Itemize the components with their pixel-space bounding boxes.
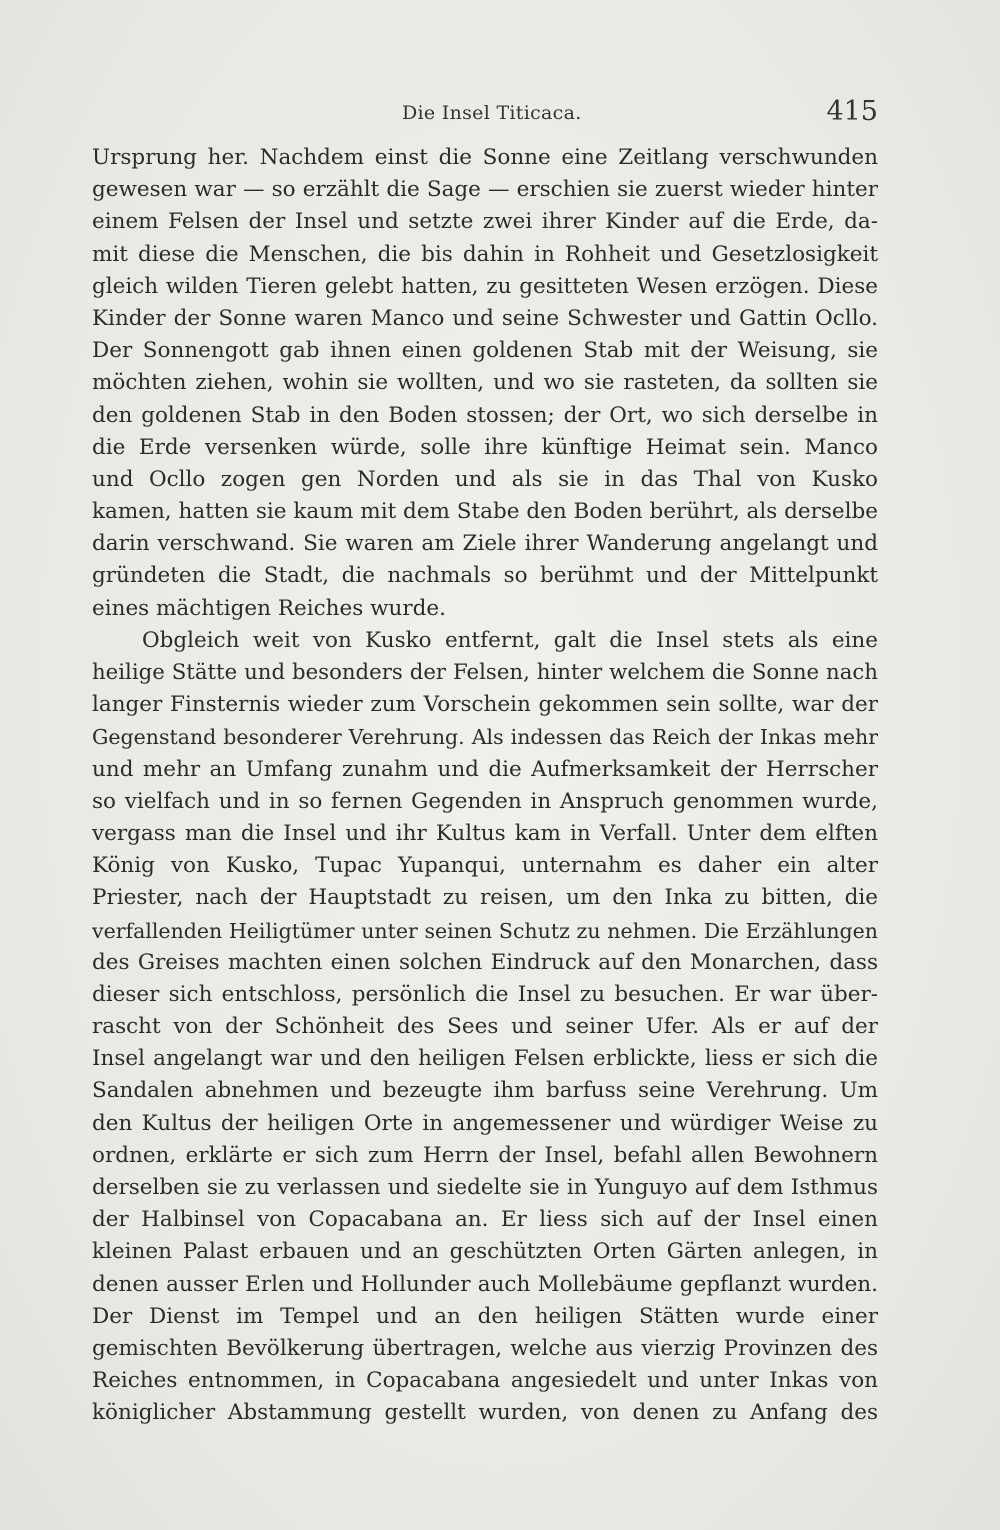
text-line: Gegenstand besonderer Verehrung. Als indessen das Reich der Inkas mehr — [92, 725, 878, 750]
text-line: und Ocllo zogen gen Norden und als sie in das Thal von Kusko — [92, 466, 878, 492]
text-line: den Kultus der heiligen Orte in angemessener und würdiger Weise zu — [92, 1110, 878, 1136]
text-line: dieser sich entschloss, persönlich die Insel zu besuchen. Er war über- — [92, 981, 878, 1007]
text-line: einem Felsen der Insel und setzte zwei ihrer Kinder auf die Erde, da- — [92, 209, 878, 235]
text-line: gemischten Bevölkerung übertragen, welche aus vierzig Provinzen des — [92, 1335, 878, 1361]
text-line: gleich wilden Tieren gelebt hatten, zu gesitteten Wesen erzögen. Diese — [92, 273, 878, 299]
text-line: darin verschwand. Sie waren am Ziele ihrer Wanderung angelangt und — [92, 531, 878, 557]
text-line: Ursprung her. Nachdem einst die Sonne eine Zeitlang verschwunden — [92, 145, 878, 170]
text-line: Insel angelangt war und den heiligen Felsen erblickte, liess er sich die — [92, 1046, 878, 1072]
text-line: verfallenden Heiligtümer unter seinen Schutz zu nehmen. Die Erzählungen — [92, 918, 878, 943]
text-line: denen ausser Erlen und Hollunder auch Mollebäume gepflanzt wurden. — [92, 1271, 878, 1297]
text-line: kleinen Palast erbauen und an geschützten Orten Gärten anlegen, in — [92, 1239, 878, 1265]
text-line: König von Kusko, Tupac Yupanqui, unternahm es daher ein alter — [92, 853, 878, 879]
text-line: königlicher Abstammung gestellt wurden, von denen zu Anfang des — [92, 1400, 878, 1426]
page-number: 415 — [826, 96, 878, 127]
text-line: den goldenen Stab in den Boden stossen; der Ort, wo sich derselbe in — [92, 402, 878, 428]
page-header — [92, 96, 878, 136]
text-line: derselben sie zu verlassen und siedelte sie in Yunguyo auf dem Isthmus — [92, 1175, 878, 1200]
text-line: Der Dienst im Tempel und an den heiligen Stätten wurde einer — [92, 1303, 878, 1329]
text-line: vergass man die Insel und ihr Kultus kam in Verfall. Unter dem elften — [92, 820, 878, 846]
text-line: Der Sonnengott gab ihnen einen goldenen Stab mit der Weisung, sie — [92, 338, 878, 364]
text-line: gewesen war — so erzählt die Sage — erschien sie zuerst wieder hinter — [92, 177, 878, 203]
running-head: Die Insel Titicaca. — [402, 102, 582, 124]
text-line: gründeten die Stadt, die nachmals so berühmt und der Mittelpunkt — [92, 563, 878, 589]
text-line: Obgleich weit von Kusko entfernt, galt die Insel stets als eine — [142, 627, 878, 653]
text-line: eines mächtigen Reiches wurde. — [92, 595, 446, 621]
text-line: der Halbinsel von Copacabana an. Er liess sich auf der Insel einen — [92, 1207, 878, 1233]
text-line: rascht von der Schönheit des Sees und seiner Ufer. Als er auf der — [92, 1014, 878, 1040]
text-line: Priester, nach der Hauptstadt zu reisen, um den Inka zu bitten, die — [92, 885, 878, 911]
text-line: Kinder der Sonne waren Manco und seine Schwester und Gattin Ocllo. — [92, 305, 878, 331]
text-line: heilige Stätte und besonders der Felsen, hinter welchem die Sonne nach — [92, 660, 878, 685]
text-line: so vielfach und in so fernen Gegenden in Anspruch genommen wurde, — [92, 788, 878, 814]
body-text — [92, 142, 878, 1430]
text-line: möchten ziehen, wohin sie wollten, und wo sie rasteten, da sollten sie — [92, 370, 878, 396]
text-line: kamen, hatten sie kaum mit dem Stabe den Boden berührt, als derselbe — [92, 499, 878, 525]
text-line: Reiches entnommen, in Copacabana angesiedelt und unter Inkas von — [92, 1368, 878, 1394]
text-line: langer Finsternis wieder zum Vorschein gekommen sein sollte, war der — [92, 692, 878, 718]
text-line: des Greises machten einen solchen Eindruck auf den Monarchen, dass — [92, 949, 878, 975]
text-line: und mehr an Umfang zunahm und die Aufmerksamkeit der Herrscher — [92, 756, 878, 782]
text-line: Sandalen abnehmen und bezeugte ihm barfuss seine Verehrung. Um — [92, 1078, 878, 1104]
text-line: die Erde versenken würde, solle ihre künftige Heimat sein. Manco — [92, 434, 878, 460]
text-line: ordnen, erklärte er sich zum Herrn der Insel, befahl allen Bewohnern — [92, 1142, 878, 1168]
text-line: mit diese die Menschen, die bis dahin in Rohheit und Gesetzlosigkeit — [92, 241, 878, 267]
